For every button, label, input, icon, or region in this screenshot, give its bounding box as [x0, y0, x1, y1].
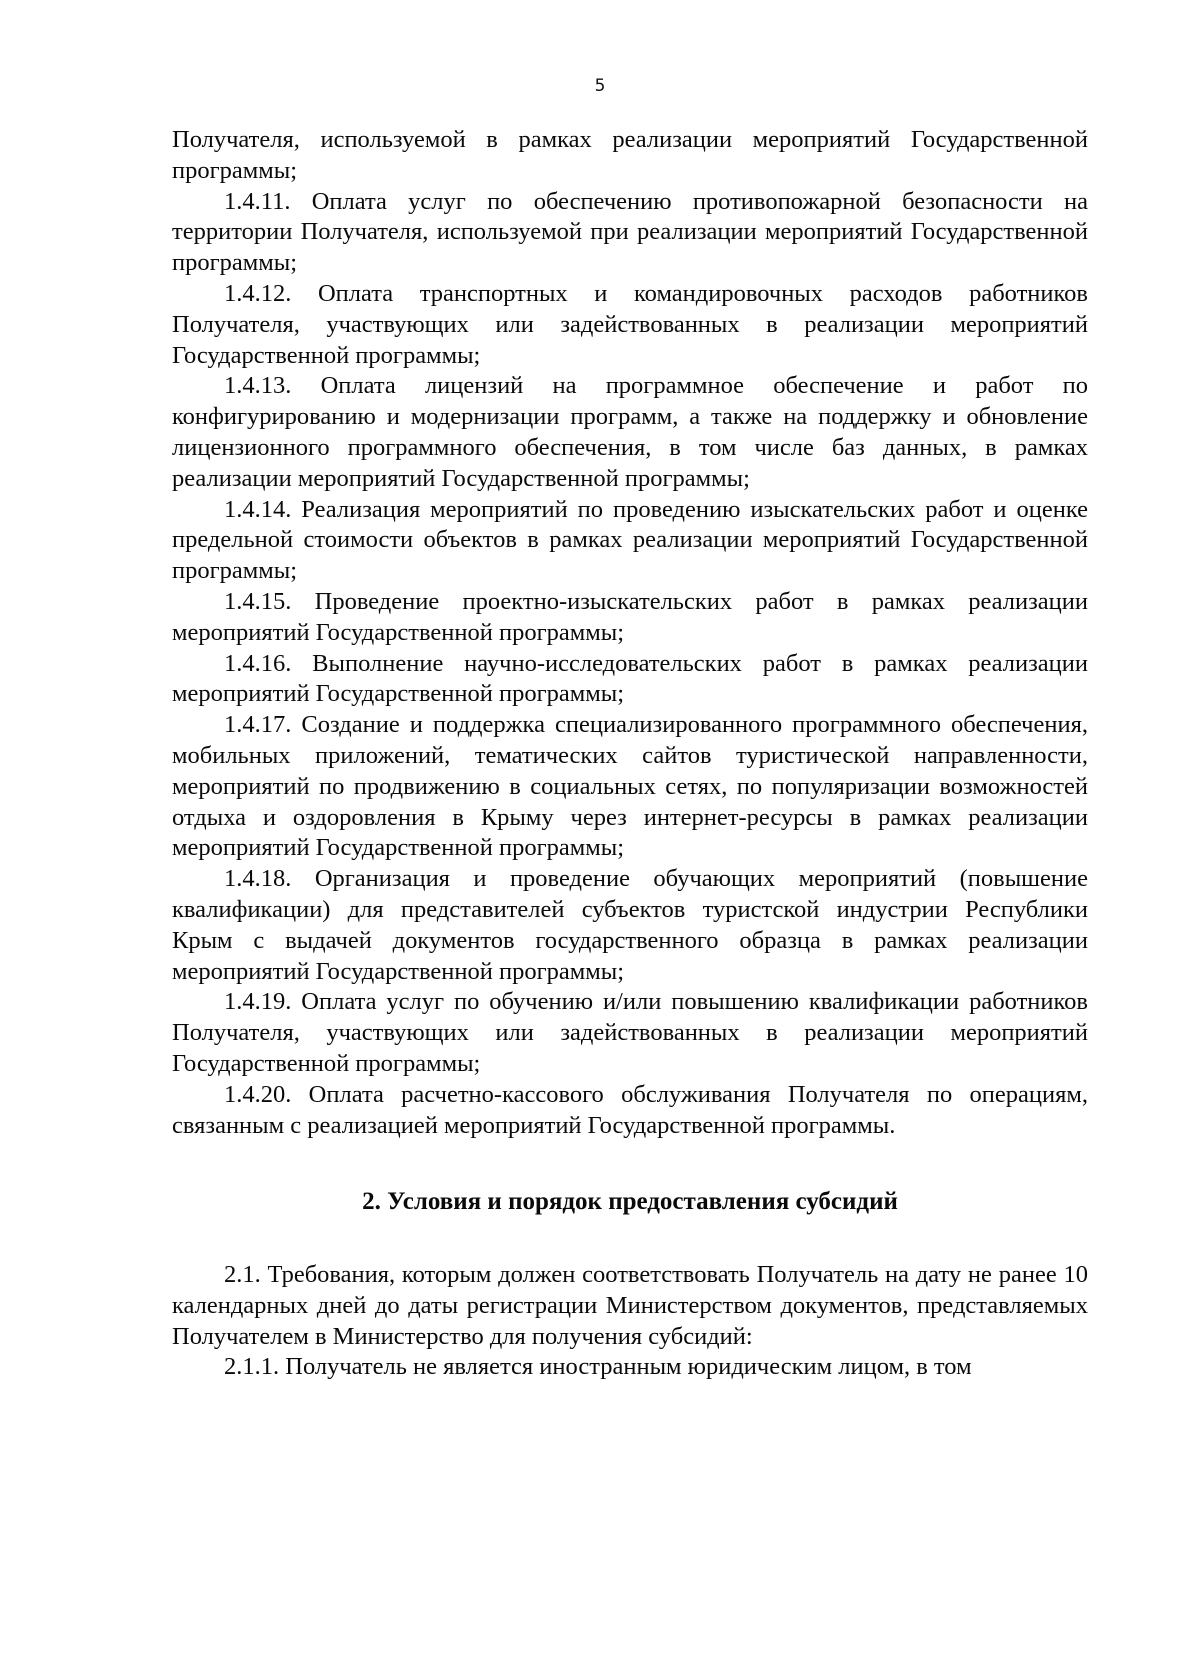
paragraph-2-1-1: 2.1.1. Получатель не является иностранным юридическим лицом, в том — [224, 1353, 972, 1381]
paragraph-1-4-16: 1.4.16. Выполнение научно-исследовательских работ в рамках реализации мероприятий Государственной программы; — [172, 649, 1088, 708]
paragraph-1-4-17: 1.4.17. Создание и поддержка специализированного программного обеспечения, мобильных приложений, тематических сайтов туристической направленности, мероприятий по продвижению в социальных сетях, по популяризации возможностей отдыха и оздоровления в Крыму через интернет-ресурсы в рамках реализации мероприятий Государственной программы; — [172, 711, 1088, 862]
document-body — [172, 125, 1088, 1383]
page-number: 5 — [594, 76, 606, 96]
paragraph-1-4-19: 1.4.19. Оплата услуг по обучению и/или повышению квалификации работников Получателя, участвующих или задействованных в реализации мероприятий Государственной программы; — [172, 988, 1088, 1077]
paragraph-1-4-12: 1.4.12. Оплата транспортных и командировочных расходов работников Получателя, участвующих или задействованных в реализации мероприятий Государственной программы; — [172, 279, 1088, 369]
paragraph-1-4-11: 1.4.11. Оплата услуг по обеспечению противопожарной безопасности на территории Получателя, используемой при реализации мероприятий Государственной программы; — [172, 187, 1088, 277]
section-heading: 2. Условия и порядок предоставления субсидий — [362, 1188, 898, 1216]
paragraph-1-4-15: 1.4.15. Проведение проектно-изыскательских работ в рамках реализации мероприятий Государственной программы; — [172, 587, 1088, 646]
paragraph-continued: Получателя, используемой в рамках реализации мероприятий Государственной программы; — [172, 126, 1088, 184]
paragraph-1-4-20: 1.4.20. Оплата расчетно-кассового обслуживания Получателя по операциям, связанным с реализацией мероприятий Государственной программы. — [172, 1080, 1088, 1139]
paragraph-1-4-18: 1.4.18. Организация и проведение обучающих мероприятий (повышение квалификации) для представителей субъектов туристской индустрии Республики Крым с выдачей документов государственного образца в рамках реализации мероприятий Государственной программы; — [172, 865, 1088, 985]
paragraph-1-4-14: 1.4.14. Реализация мероприятий по проведению изыскательских работ и оценке предельной стоимости объектов в рамках реализации мероприятий Государственной программы; — [172, 495, 1088, 585]
paragraph-1-4-13: 1.4.13. Оплата лицензий на программное обеспечение и работ по конфигурированию и модернизации программ, а также на поддержку и обновление лицензионного программного обеспечения, в том числе баз данных, в рамках реализации мероприятий Государственной программы; — [172, 372, 1088, 492]
paragraph-2-1: 2.1. Требования, которым должен соответствовать Получатель на дату не ранее 10 календарных дней до даты регистрации Министерством документов, представляемых Получателем в Министерство для получения субсидий: — [172, 1261, 1088, 1350]
